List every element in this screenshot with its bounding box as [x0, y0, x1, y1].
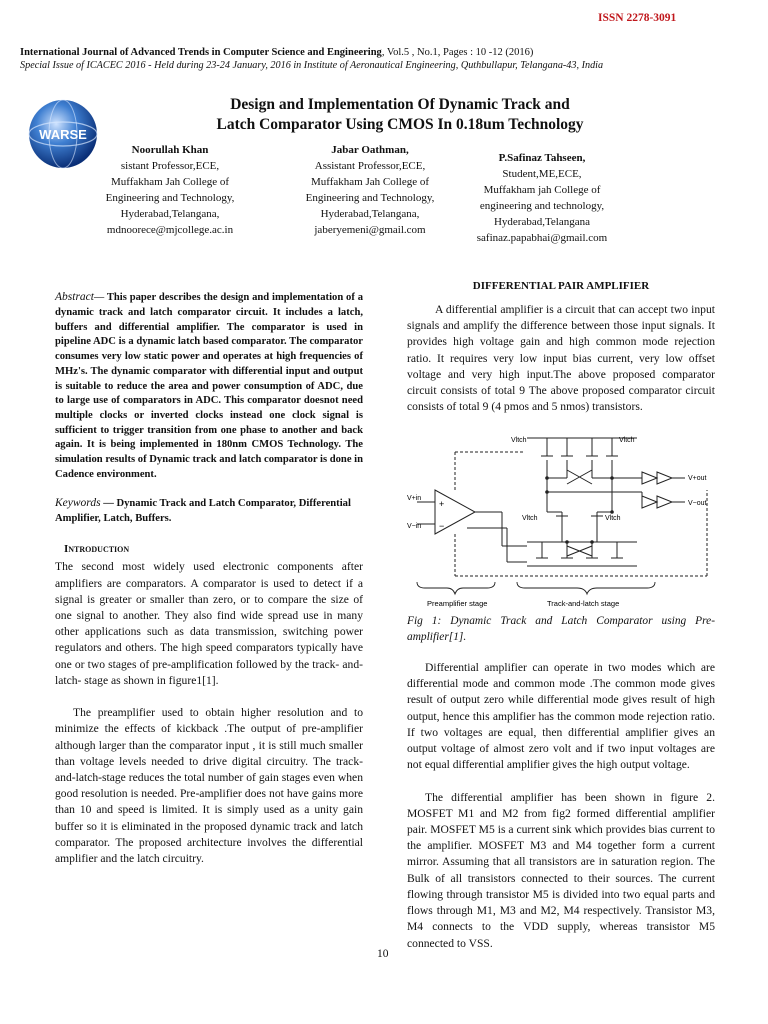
- author-location: Hyderabad,Telangana,: [320, 208, 420, 221]
- differential-paragraph-2: Differential amplifier can operate in two modes which are differential mode and common mode .The common mode gives result of output zero while differential mode gives result of high output, hence this amplifier has the common mode rejection ratio. If two voltages are equal, then differential amplifier gives an output voltage of almost zero volt and if two input voltages are not equal differential amplifier gives the high output voltage.: [407, 661, 715, 772]
- right-column-lower: [407, 660, 715, 952]
- journal-citation: [20, 46, 750, 60]
- abstract: [55, 290, 363, 483]
- differential-heading: DIFFERENTIAL PAIR AMPLIFIER: [472, 280, 650, 292]
- author-block-3: [462, 150, 622, 246]
- keywords: [55, 496, 363, 527]
- preamplifier-stage-label: Preamplifier stage: [427, 599, 488, 608]
- author-email: mdnoorece@mjcollege.ac.in: [106, 224, 234, 237]
- differential-paragraph-3: The differential amplifier has been shown in figure 2. MOSFET M1 and M2 from fig2 formed differential amplifier pair. MOSFET M5 is a current sink which provides bias current to the amplifier. MOSFET M3 and M4 together form a current mirror. Assuming that all transistors are in saturation region. The Bulk of all transistors connected to their sources. The current flowing through transistor M5 is divided into two equal parts and flows through M1, M3 and M2, M4 respectively. Transistor M3, M4 connects to the VDD supply, whereas transistor M5 connected to VSS.: [407, 790, 715, 950]
- author-college: Muffakham Jah College of: [310, 176, 430, 189]
- author-college: Muffakham Jah College of: [110, 176, 230, 189]
- author-name: Noorullah Khan: [131, 144, 209, 156]
- author-college-2: Engineering and Technology,: [305, 192, 435, 205]
- keywords-label: Keywords: [55, 496, 101, 509]
- paper-title: [140, 95, 660, 135]
- amp-plus-sign: +: [439, 499, 445, 509]
- author-college-2: engineering and technology,: [479, 200, 605, 213]
- author-name: P.Safinaz Tahseen,: [498, 152, 586, 164]
- page-number: 10: [377, 948, 389, 960]
- title-line-1: Design and Implementation Of Dynamic Track and: [230, 96, 570, 113]
- differential-paragraph-1: A differential amplifier is a circuit that can accept two input signals and amplify the difference between those input signals. It provides high voltage gain and high common mode rejection ratio. It requires very low input bias current, very low offset voltage and very high input.The above proposed comparator circuit consists of total 9 The above proposed comparator circuit consists of total 9 (4 pmos and 5 nmos) transistors.: [407, 303, 715, 414]
- label-vin-minus: V−in: [407, 523, 422, 530]
- abstract-label: Abstract—: [55, 291, 105, 303]
- author-college: Muffakham jah College of: [483, 184, 601, 197]
- track-latch-stage-label: Track-and-latch stage: [547, 599, 620, 608]
- author-title: sistant Professor,ECE,: [120, 160, 220, 173]
- label-vout-plus: V+out: [688, 475, 707, 482]
- special-issue-line: Special Issue of ICACEC 2016 - Held during 23-24 January, 2016 in Institute of Aeronautical Engineering, Quthbullapur, Telangana-43, India: [20, 60, 604, 71]
- introduction-paragraph-2: The preamplifier used to obtain higher resolution and to minimize the effects of kickback .The output of pre-amplifier although larger than the comparator input , it is still much smaller than voltage levels needed to drive digital circuitry. The track-and-latch-stage reduces the total number of gain stages even when good resolution is needed. Pre-amplifier does not have gains more than 10 and speed is limited. It is simply used as a unity gain buffer so it is eliminated in the proposed dynamic track and latch comparator. The proposed architecture involves the differential amplifier and the latch circuitry.: [55, 706, 363, 866]
- author-email: jaberyemeni@gmail.com: [314, 224, 426, 237]
- author-block-2: [270, 142, 470, 238]
- author-email: safinaz.papabhai@gmail.com: [476, 232, 608, 245]
- author-title: Student,ME,ECE,: [502, 168, 582, 181]
- label-vout-minus: V−out: [688, 500, 707, 507]
- author-location: Hyderabad,Telangana: [493, 216, 591, 229]
- introduction-heading: Introduction: [64, 543, 130, 556]
- logo-text: WARSE: [39, 127, 87, 142]
- figure-caption: Fig 1: Dynamic Track and Latch Comparator using Pre-amplifier[1].: [407, 615, 715, 643]
- keywords-text: — Dynamic Track and Latch Comparator, Differential Amplifier, Latch, Buffers.: [55, 497, 351, 524]
- journal-volume: , Vol.5 , No.1, Pages : 10 -12 (2016): [381, 47, 534, 58]
- abstract-text: This paper describes the design and implementation of a dynamic track and latch comparator circuit. It includes a latch, buffers and differential amplifier. The comparator is used in pipeline ADC is a dynamic latch based comparator. The comparator consumes very low static power and operates at high frequencies of MHz's. The dynamic comparator with differential input and output is suitable to reduce the area and power consumption of ADC, due to large use of comparators in ADC. This comparator doesnot need multiple clocks or inverted clocks instead one clock signal is sufficient to trigger transition from one phase to another and back again. It is being implemented in 180nm CMOS Technology. The simulation results of Dynamic track and latch comparator is done in Cadence environment.: [55, 292, 364, 480]
- title-line-2: Latch Comparator Using CMOS In 0.18um Technology: [216, 116, 584, 134]
- left-column: [55, 290, 363, 867]
- label-vltch-mid-left: Vltch: [522, 515, 538, 522]
- label-vltch-mid-right: Vltch: [605, 515, 621, 522]
- introduction-paragraph-1: The second most widely used electronic components after amplifiers are comparators. A comparator is used to detect if a signal is greater or smaller than zero, or to compare the size of one signal to another. They also find wide spread use in many other applications such as data transmission, switching power regulators and others. The high speed comparators typically have one or two stages of pre-amplification followed by the track- and- latch- stage as shown in figure1[1].: [55, 560, 363, 687]
- author-college-2: Engineering and Technology,: [105, 192, 235, 205]
- right-column: [407, 280, 715, 416]
- author-title: Assistant Professor,ECE,: [314, 160, 426, 173]
- author-name: Jabar Oathman,: [331, 144, 409, 156]
- label-vin-plus: V+in: [407, 495, 422, 502]
- amp-minus-sign: −: [439, 521, 445, 531]
- issn-number: ISSN 2278-3091: [598, 12, 677, 24]
- label-vltch-left: Vltch: [511, 437, 527, 444]
- author-block-1: [80, 142, 260, 238]
- label-vltch-right: Vltch: [619, 437, 635, 444]
- journal-name: International Journal of Advanced Trends in Computer Science and Engineering: [20, 47, 382, 58]
- comparator-circuit-figure: [407, 432, 715, 610]
- author-location: Hyderabad,Telangana,: [120, 208, 220, 221]
